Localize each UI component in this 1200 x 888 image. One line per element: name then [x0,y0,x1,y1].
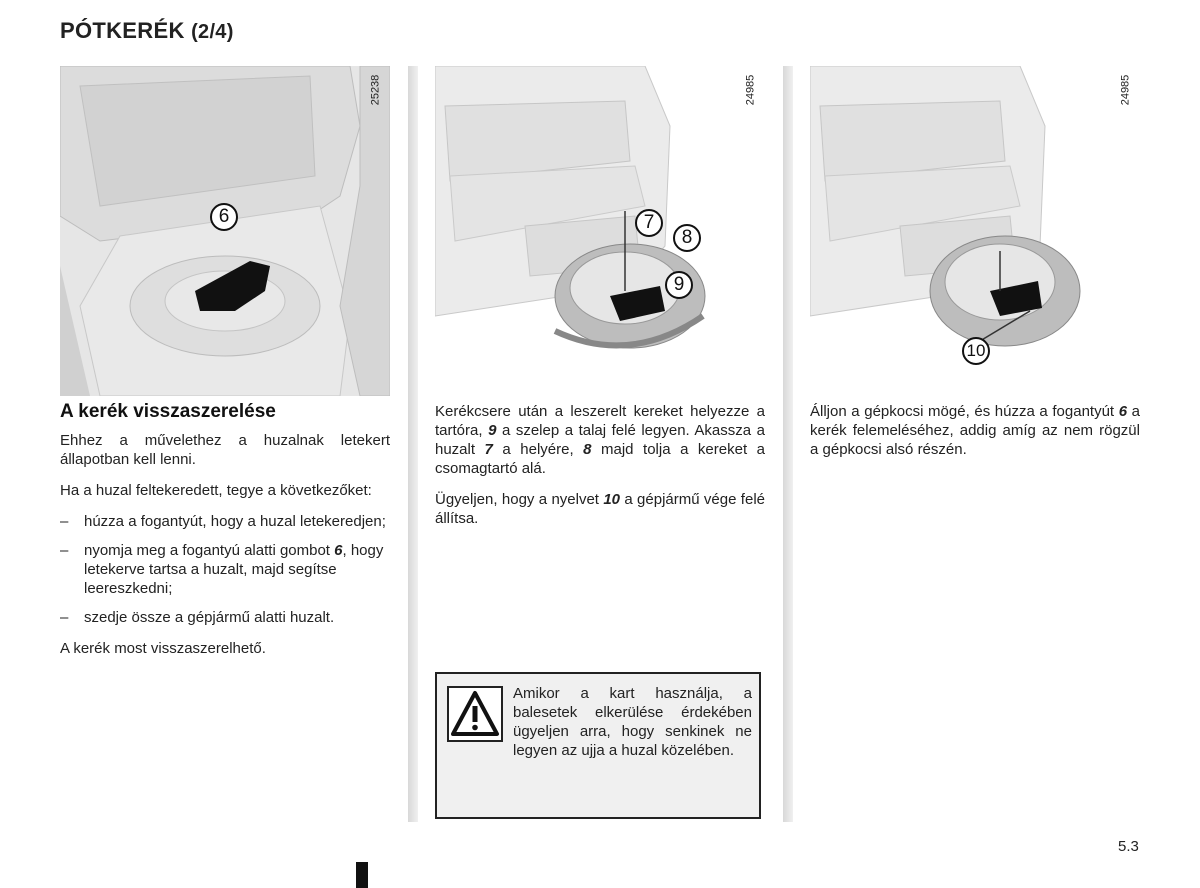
text: a szelep a talaj felé legyen. Akassza a huzalt [435,422,765,458]
ref-number: 6 [1118,403,1128,420]
ref-number: 7 [484,441,493,458]
paragraph: Ha a huzal feltekeredett, tegye a következőket: [60,482,372,499]
middle-column [435,402,765,540]
paragraph [435,490,765,528]
ref-number: 10 [603,491,621,508]
ref-number: 9 [488,422,497,439]
text: Kerékcsere után a leszerelt kereket helyezze a tartóra, [435,403,765,439]
column-separator [408,66,418,822]
list-item-text: , hogy letekerve tartsa a huzalt, majd segítse leereszkedni; [84,542,384,597]
text: a gépjármű vége felé állítsa. [435,491,765,527]
paragraph: Ehhez a művelethez a huzalnak letekert állapotban kell lenni. [60,432,390,468]
car-rear-illustration [435,66,765,396]
column-separator [783,66,793,822]
text: a kerék felemeléséhez, addig amíg az nem rögzül a gépkocsi alsó részén. [810,403,1140,458]
figure-ref-number: 24985 [1119,74,1132,106]
text: a helyére, [492,441,584,458]
callout-8: 8 [673,224,701,252]
page-edge-marker [356,862,368,888]
page-title [60,18,234,44]
figure-ref-number: 24985 [744,74,757,106]
ref-number: 8 [583,441,592,458]
figure-trunk-spare-wheel [60,66,390,396]
step-list [60,512,390,627]
figure-ref-number: 25238 [369,74,382,106]
list-item-text: nyomja meg a fogantyú alatti gombot [84,542,335,559]
paragraph [810,402,1140,459]
callout-6: 6 [210,203,238,231]
trunk-illustration [60,66,390,396]
ref-number: 6 [334,542,343,559]
page-number: 5.3 [1118,838,1139,855]
list-item: – szedje össze a gépjármű alatti huzalt. [60,608,390,627]
warning-text: Amikor a kart használja, a balesetek elkerülése érdekében ügyeljen arra, hogy senkinek ne legyen az ujja a huzal közelében. [513,685,752,759]
title-text: PÓTKERÉK [60,18,185,43]
figure-wheel-under-car [435,66,765,396]
callout-7: 7 [635,209,663,237]
callout-10: 10 [962,337,990,365]
section-heading: A kerék visszaszerelése [60,401,276,422]
warning-box [435,672,761,819]
text: Ügyeljen, hogy a nyelvet [435,491,604,508]
right-column [810,402,1140,471]
figure-wheel-raised [810,66,1140,396]
warning-text-block [447,684,752,760]
paragraph [435,402,765,478]
callout-9: 9 [665,271,693,299]
paragraph: A kerék most visszaszerelhető. [60,640,266,657]
text: Álljon a gépkocsi mögé, és húzza a fogantyút [810,403,1119,420]
left-column [60,402,390,670]
title-part: (2/4) [191,21,234,43]
list-item: – húzza a fogantyút, hogy a huzal letekeredjen; [60,512,390,531]
list-item [60,541,390,598]
text: majd tolja a kereket a csomagtartó alá. [435,441,765,477]
